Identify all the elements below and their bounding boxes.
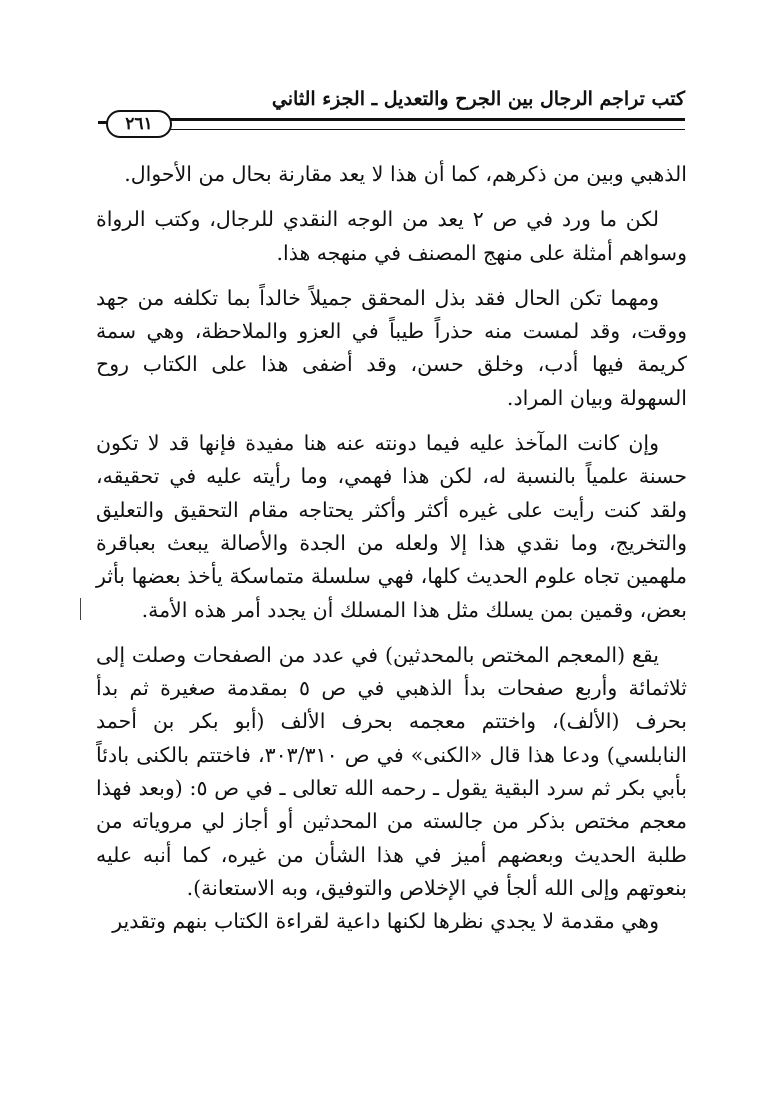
paragraph-5: يقع (المعجم المختص بالمحدثين) في عدد من الصفحات وصلت إلى ثلاثمائة وأربع صفحات بدأ الذهبي في ص ٥ بمقدمة صغيرة ثم بدأ بحرف (الألف)، واختتم معجمه بحرف الألف (أبو بكر بن أحمد النابلسي) ودعا هذا قال «الكنى» في ص ٣٠٣/٣١٠، فاختتم بالكنى بادئاً بأبي بكر ثم سرد البقية يقول ـ رحمه الله تعالى ـ في ص ٥: (وبعد فهذا معجم مختص بذكر من جالسته من المحدثين أو أجاز لي مروياته من طلبة الحديث وبعضهم أميز في هذا الشأن من غيره، كما أنبه عليه بنعوتهم وإلى الله ألجأ في الإخلاص والتوفيق، وبه الاستعانة). <box>96 642 688 900</box>
paragraph-3: ومهما تكن الحال فقد بذل المحقق جميلاً خالداً بما تكلفه من جهد ووقت، وقد لمست منه حذراً طيباً في العزو والملاحظة، وهي سمة كريمة فيها أدب، وخلق حسن، وقد أضفى هذا على الكتاب روح السهولة وبيان المراد. <box>96 285 687 410</box>
page-number: ٢٦١ <box>106 110 172 138</box>
body-text <box>96 158 687 939</box>
header-rule <box>162 118 685 130</box>
running-title: كتب تراجم الرجال بين الجرح والتعديل ـ الجزء الثاني <box>271 88 685 110</box>
paragraph-6: وهي مقدمة لا يجدي نظرها لكنها داعية لقراءة الكتاب بنهم وتقدير <box>112 909 659 934</box>
paragraph-2: لكن ما ورد في ص ٢ يعد من الوجه النقدي للرجال، وكتب الرواة وسواهم أمثلة على منهج المصنف في منهجه هذا. <box>96 207 687 265</box>
page-header <box>100 88 685 138</box>
margin-mark <box>80 598 81 620</box>
paragraph-1: الذهبي وبين من ذكرهم، كما أن هذا لا يعد مقارنة بحال من الأحوال. <box>124 162 687 186</box>
paragraph-4: وإن كانت المآخذ عليه فيما دونته عنه هنا مفيدة فإنها قد لا تكون حسنة علمياً بالنسبة له، لكن هذا فهمي، وما رأيته عليه في تحقيقه، ولقد كنت رأيت على غيره أكثر وأكثر يحتاجه مقام التحقيق والتعليق والتخريج، وما نقدي هذا إلا ولعله من الجدة والأصالة يبعث بعباقرة ملهمين تجاه علوم الحديث كلها، فهي سلسلة متماسكة يأخذ بعضها بأثر بعض، وقمين بمن يسلك مثل هذا المسلك أن يجدد أمر هذه الأمة. <box>96 431 687 622</box>
